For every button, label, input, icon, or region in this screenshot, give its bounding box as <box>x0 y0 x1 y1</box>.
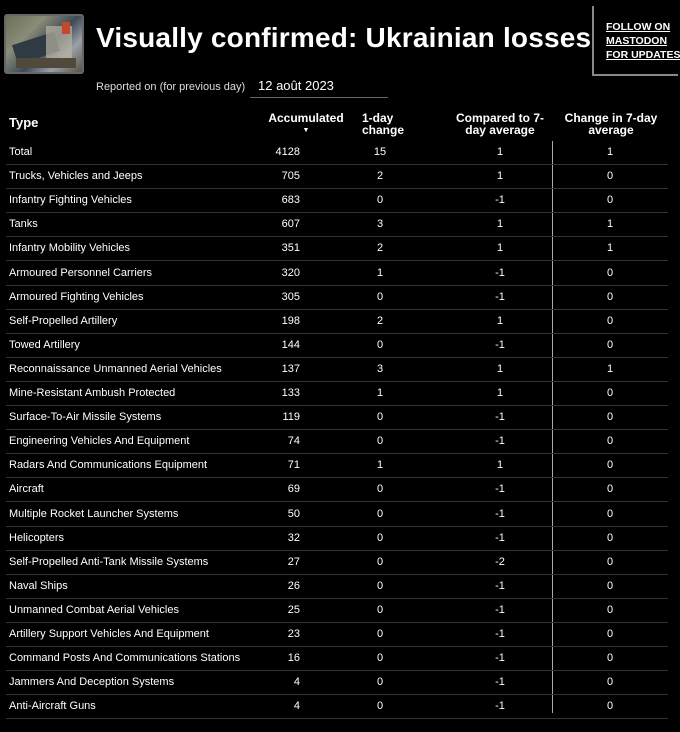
cell-compared-7-day: 1 <box>496 387 504 399</box>
cell-1-day-change: 2 <box>376 170 384 183</box>
cell-1-day-change: 0 <box>376 411 384 424</box>
cell-accumulated: 137 <box>281 362 300 375</box>
cell-type: Total <box>9 146 33 158</box>
cell-compared-7-day: -1 <box>495 700 505 713</box>
table-row <box>0 382 680 406</box>
cell-change-7-day: 0 <box>606 387 614 399</box>
cell-1-day-change: 1 <box>376 459 384 472</box>
cell-1-day-change: 2 <box>376 242 384 255</box>
cell-1-day-change: 0 <box>376 555 384 568</box>
page-title: Visually confirmed: Ukrainian losses <box>96 22 592 53</box>
cell-change-7-day: 0 <box>606 194 614 207</box>
cell-accumulated: 50 <box>287 507 300 520</box>
cell-compared-7-day: 1 <box>496 170 504 183</box>
cell-accumulated: 25 <box>287 603 300 616</box>
table-row <box>0 623 680 647</box>
cell-change-7-day: 0 <box>606 579 614 592</box>
cell-change-7-day: 0 <box>606 266 614 279</box>
cell-type: Infantry Mobility Vehicles <box>9 242 131 255</box>
cell-compared-7-day: 1 <box>496 242 504 255</box>
cell-accumulated: 119 <box>282 411 300 424</box>
cell-change-7-day: 0 <box>606 555 614 568</box>
table-row <box>0 527 680 551</box>
cell-compared-7-day: 1 <box>496 314 504 327</box>
table-row <box>0 454 680 478</box>
cell-accumulated: 683 <box>281 194 300 207</box>
cell-type: Surface-To-Air Missile Systems <box>9 411 162 424</box>
cell-compared-7-day: -2 <box>495 555 505 568</box>
cell-accumulated: 4 <box>293 676 300 689</box>
cell-type: Artillery Support Vehicles And Equipment <box>9 628 209 640</box>
cell-compared-7-day: -1 <box>495 579 505 592</box>
header-line: 1-day <box>362 111 394 125</box>
cell-accumulated: 23 <box>287 628 300 640</box>
cell-1-day-change: 0 <box>376 290 384 303</box>
date-selector[interactable]: 12 août 2023 <box>250 76 388 98</box>
cell-change-7-day: 0 <box>606 483 614 496</box>
cell-type: Helicopters <box>9 531 65 544</box>
table-row <box>0 478 680 502</box>
cell-1-day-change: 3 <box>376 218 384 231</box>
column-header-type: Type <box>9 115 39 130</box>
header-line: Change in 7-day <box>564 111 658 125</box>
cell-change-7-day: 0 <box>606 290 614 303</box>
column-header-change-7-day <box>558 112 664 136</box>
cell-1-day-change: 1 <box>376 266 384 279</box>
cell-change-7-day: 0 <box>606 314 614 327</box>
cell-type: Armoured Fighting Vehicles <box>9 290 144 303</box>
cell-compared-7-day: -1 <box>495 603 505 616</box>
column-header-1-day-change <box>362 112 410 136</box>
cell-1-day-change: 0 <box>376 700 384 713</box>
follow-line-3[interactable]: FOR UPDATES <box>606 49 680 61</box>
cell-accumulated: 607 <box>281 218 300 231</box>
cell-change-7-day: 0 <box>606 603 614 616</box>
cell-accumulated: 27 <box>287 555 300 568</box>
cell-1-day-change: 0 <box>376 194 384 207</box>
cell-accumulated: 198 <box>281 314 300 327</box>
cell-change-7-day: 0 <box>606 338 614 351</box>
cell-1-day-change: 1 <box>376 387 384 399</box>
table-row <box>0 237 680 261</box>
table-row <box>0 310 680 334</box>
table-row <box>0 286 680 310</box>
cell-1-day-change: 0 <box>376 676 384 689</box>
cell-compared-7-day: -1 <box>495 531 505 544</box>
cell-accumulated: 705 <box>281 170 300 183</box>
cell-accumulated: 16 <box>287 652 300 665</box>
cell-1-day-change: 15 <box>373 146 387 158</box>
cell-compared-7-day: 1 <box>496 146 504 158</box>
cell-type: Infantry Fighting Vehicles <box>9 194 132 207</box>
cell-accumulated: 69 <box>287 483 300 496</box>
sort-descending-icon[interactable]: ▼ <box>302 127 310 134</box>
table-row <box>0 430 680 454</box>
cell-compared-7-day: 1 <box>496 459 504 472</box>
cell-accumulated: 74 <box>287 435 300 448</box>
cell-1-day-change: 0 <box>376 603 384 616</box>
cell-type: Tanks <box>9 218 38 231</box>
table-row <box>0 671 680 695</box>
header-line: Compared to 7- <box>455 111 544 125</box>
cell-type: Armoured Personnel Carriers <box>9 266 153 279</box>
table-row <box>0 189 680 213</box>
follow-line-1[interactable]: FOLLOW ON <box>606 21 671 33</box>
cell-type: Self-Propelled Artillery <box>9 314 118 327</box>
follow-mastodon-link[interactable] <box>592 6 678 76</box>
cell-change-7-day: 0 <box>606 507 614 520</box>
cell-change-7-day: 1 <box>606 362 614 375</box>
cell-accumulated: 4128 <box>275 146 300 158</box>
cell-accumulated: 71 <box>287 459 300 472</box>
cell-accumulated: 351 <box>281 242 300 255</box>
row-divider <box>6 718 668 719</box>
table-row <box>0 503 680 527</box>
cell-change-7-day: 0 <box>606 652 614 665</box>
cell-1-day-change: 0 <box>376 338 384 351</box>
table-row <box>0 599 680 623</box>
cell-change-7-day: 1 <box>606 242 614 255</box>
table-row <box>0 406 680 430</box>
cell-compared-7-day: -1 <box>495 652 505 665</box>
cell-1-day-change: 0 <box>376 652 384 665</box>
cell-change-7-day: 0 <box>606 676 614 689</box>
cell-change-7-day: 1 <box>606 146 614 158</box>
header-line: change <box>362 123 405 137</box>
table-row <box>0 647 680 671</box>
cell-compared-7-day: -1 <box>495 435 505 448</box>
header-line: day average <box>465 123 535 137</box>
cell-accumulated: 32 <box>287 531 300 544</box>
cell-change-7-day: 0 <box>606 170 614 183</box>
cell-type: Reconnaissance Unmanned Aerial Vehicles <box>9 362 222 375</box>
reported-label: Reported on (for previous day) <box>96 81 246 93</box>
cell-type: Multiple Rocket Launcher Systems <box>9 507 179 520</box>
cell-change-7-day: 0 <box>606 411 614 424</box>
cell-type: Radars And Communications Equipment <box>9 459 208 472</box>
cell-compared-7-day: -1 <box>495 411 505 424</box>
column-header-accumulated[interactable] <box>262 112 350 136</box>
cell-type: Unmanned Combat Aerial Vehicles <box>9 603 179 616</box>
cell-compared-7-day: 1 <box>496 218 504 231</box>
header-line: average <box>588 123 634 137</box>
cell-1-day-change: 0 <box>376 628 384 640</box>
header-thumbnail-image <box>4 14 84 74</box>
follow-line-2[interactable]: MASTODON <box>606 35 668 47</box>
cell-1-day-change: 0 <box>376 579 384 592</box>
cell-compared-7-day: -1 <box>495 338 505 351</box>
cell-type: Aircraft <box>9 483 44 496</box>
cell-compared-7-day: -1 <box>495 290 505 303</box>
cell-compared-7-day: -1 <box>495 628 505 640</box>
cell-compared-7-day: -1 <box>495 676 505 689</box>
cell-accumulated: 320 <box>281 266 300 279</box>
cell-compared-7-day: -1 <box>495 507 505 520</box>
table-row <box>0 551 680 575</box>
cell-type: Trucks, Vehicles and Jeeps <box>9 170 143 183</box>
table-row <box>0 165 680 189</box>
table-row <box>0 575 680 599</box>
cell-compared-7-day: -1 <box>495 266 505 279</box>
table-row <box>0 141 680 165</box>
cell-compared-7-day: -1 <box>495 483 505 496</box>
cell-type: Anti-Aircraft Guns <box>9 700 96 713</box>
cell-type: Command Posts And Communications Stations <box>9 652 241 665</box>
cell-1-day-change: 0 <box>376 507 384 520</box>
accumulated-header-label[interactable]: Accumulated <box>268 111 344 125</box>
table-row <box>0 213 680 237</box>
table-row <box>0 262 680 286</box>
column-header-compared-7-day <box>448 112 552 136</box>
cell-type: Towed Artillery <box>9 338 80 351</box>
cell-type: Naval Ships <box>9 579 68 592</box>
cell-1-day-change: 0 <box>376 531 384 544</box>
cell-change-7-day: 0 <box>606 700 614 713</box>
cell-accumulated: 305 <box>281 290 300 303</box>
cell-type: Engineering Vehicles And Equipment <box>9 435 190 448</box>
cell-type: Self-Propelled Anti-Tank Missile Systems <box>9 555 209 568</box>
cell-accumulated: 4 <box>293 700 300 713</box>
table-row <box>0 334 680 358</box>
table-row <box>0 358 680 382</box>
cell-type: Mine-Resistant Ambush Protected <box>9 387 176 399</box>
cell-type: Jammers And Deception Systems <box>9 676 175 689</box>
cell-change-7-day: 0 <box>606 459 614 472</box>
cell-1-day-change: 0 <box>376 435 384 448</box>
cell-1-day-change: 3 <box>376 362 384 375</box>
cell-compared-7-day: -1 <box>495 194 505 207</box>
cell-change-7-day: 0 <box>606 435 614 448</box>
cell-accumulated: 26 <box>287 579 300 592</box>
cell-accumulated: 133 <box>281 387 300 399</box>
table-row <box>0 695 680 719</box>
cell-1-day-change: 2 <box>376 314 384 327</box>
cell-change-7-day: 1 <box>606 218 614 231</box>
cell-change-7-day: 0 <box>606 531 614 544</box>
cell-accumulated: 144 <box>281 338 300 351</box>
cell-1-day-change: 0 <box>376 483 384 496</box>
cell-compared-7-day: 1 <box>496 362 504 375</box>
cell-change-7-day: 0 <box>606 628 614 640</box>
